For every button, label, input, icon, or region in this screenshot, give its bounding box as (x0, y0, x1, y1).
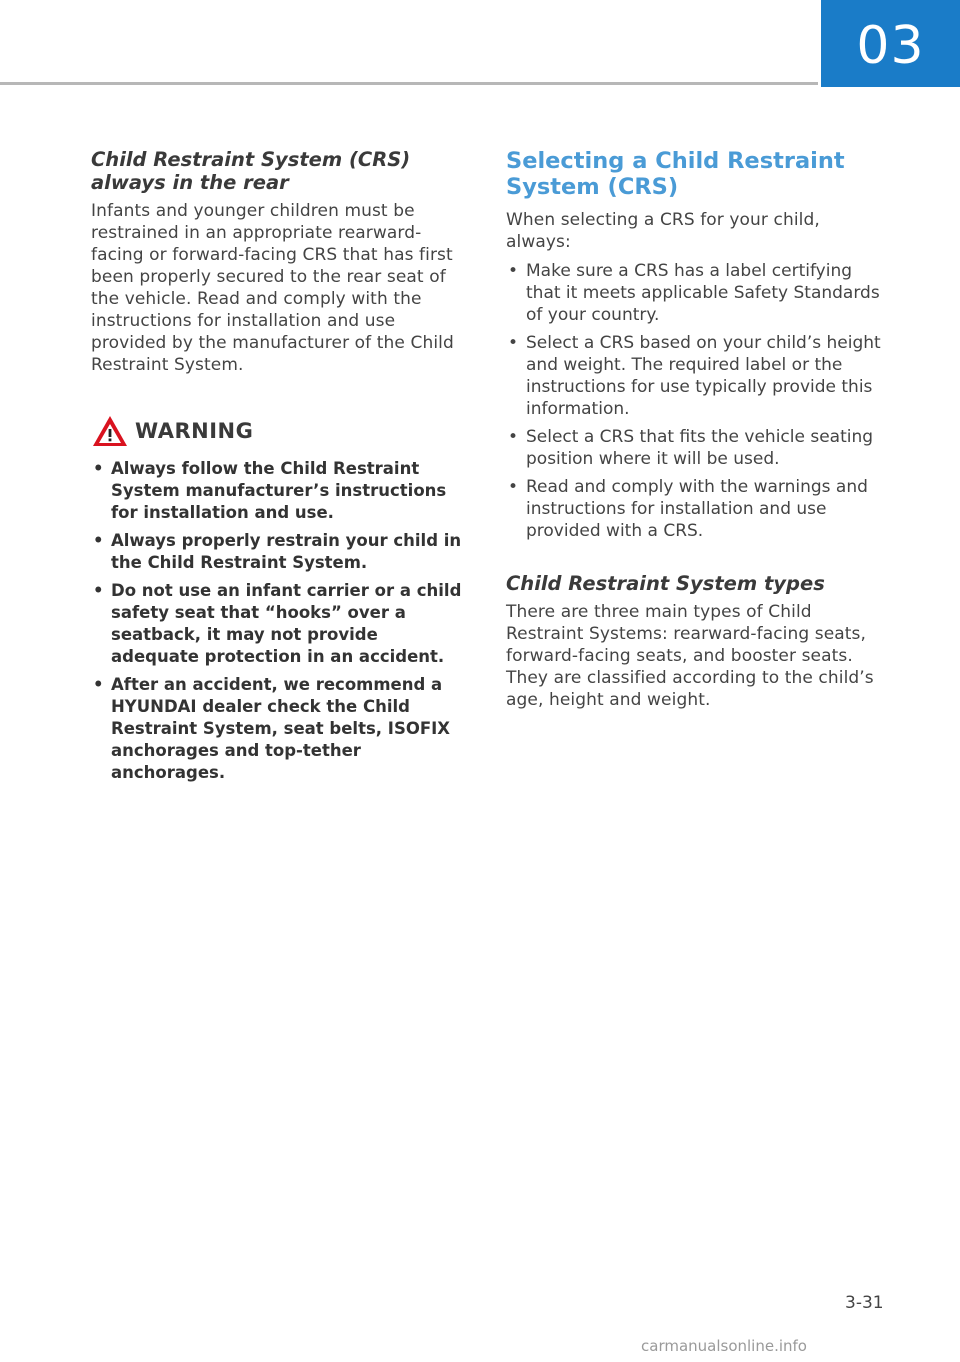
list-item: • Select a CRS that fits the vehicle seating position where it will be used. (508, 427, 874, 469)
crs-rear-heading: Child Restraint System (CRS) always in the rear (91, 148, 411, 194)
list-item: • After an accident, we recommend a HYUNDAI dealer check the Child Restraint System, seat belts, ISOFIX anchorages and top-tether anchorages. (93, 675, 450, 782)
bullet-icon: • (93, 581, 104, 600)
chapter-tab (821, 0, 960, 87)
bullet-icon: • (508, 333, 519, 353)
warning-header (91, 414, 471, 448)
list-item: • Make sure a CRS has a label certifying that it meets applicable Safety Standards of your country. (508, 261, 880, 325)
list-item: • Select a CRS based on your child’s height and weight. The required label or the instructions for use typically provide this information. (508, 333, 881, 419)
header-rule (0, 82, 818, 85)
page-number: 3-31 (845, 1293, 884, 1313)
warning-list (91, 458, 471, 784)
chapter-number: 03 (856, 15, 925, 76)
right-column (506, 148, 886, 711)
crs-rear-paragraph: Infants and younger children must be restrained in an appropriate rearward-facing or forward-facing CRS that has first been properly secured to the rear seat of the vehicle. Read and comply with the instructions for installation and use provided by the manufacturer of the Child Restraint System. (91, 201, 454, 375)
warning-triangle-icon (91, 414, 129, 448)
crs-types-paragraph: There are three main types of Child Restraint Systems: rearward-facing seats, forward-facing seats, and booster seats. They are classified according to the child’s age, height and weight. (506, 602, 874, 710)
warning-title: WARNING (135, 419, 254, 443)
bullet-icon: • (93, 675, 104, 694)
bullet-icon: • (508, 427, 519, 447)
watermark: carmanualsonline.info (641, 1337, 807, 1355)
list-item: • Do not use an infant carrier or a child safety seat that “hooks” over a seatback, it may not provide adequate protection in an accident. (93, 581, 462, 666)
list-item: • Always properly restrain your child in the Child Restraint System. (93, 531, 462, 572)
crs-types-heading: Child Restraint System types (506, 572, 825, 595)
selecting-intro: When selecting a CRS for your child, always: (506, 210, 820, 252)
list-item: • Always follow the Child Restraint System manufacturer’s instructions for installation and use. (93, 459, 447, 522)
bullet-icon: • (93, 459, 104, 478)
selecting-list (506, 260, 886, 542)
list-item: • Read and comply with the warnings and instructions for installation and use provided with a CRS. (508, 477, 868, 541)
bullet-icon: • (508, 261, 519, 281)
bullet-icon: • (93, 531, 104, 550)
left-column (91, 148, 471, 790)
selecting-crs-heading: Selecting a Child Restraint System (CRS) (506, 148, 845, 200)
bullet-icon: • (508, 477, 519, 497)
